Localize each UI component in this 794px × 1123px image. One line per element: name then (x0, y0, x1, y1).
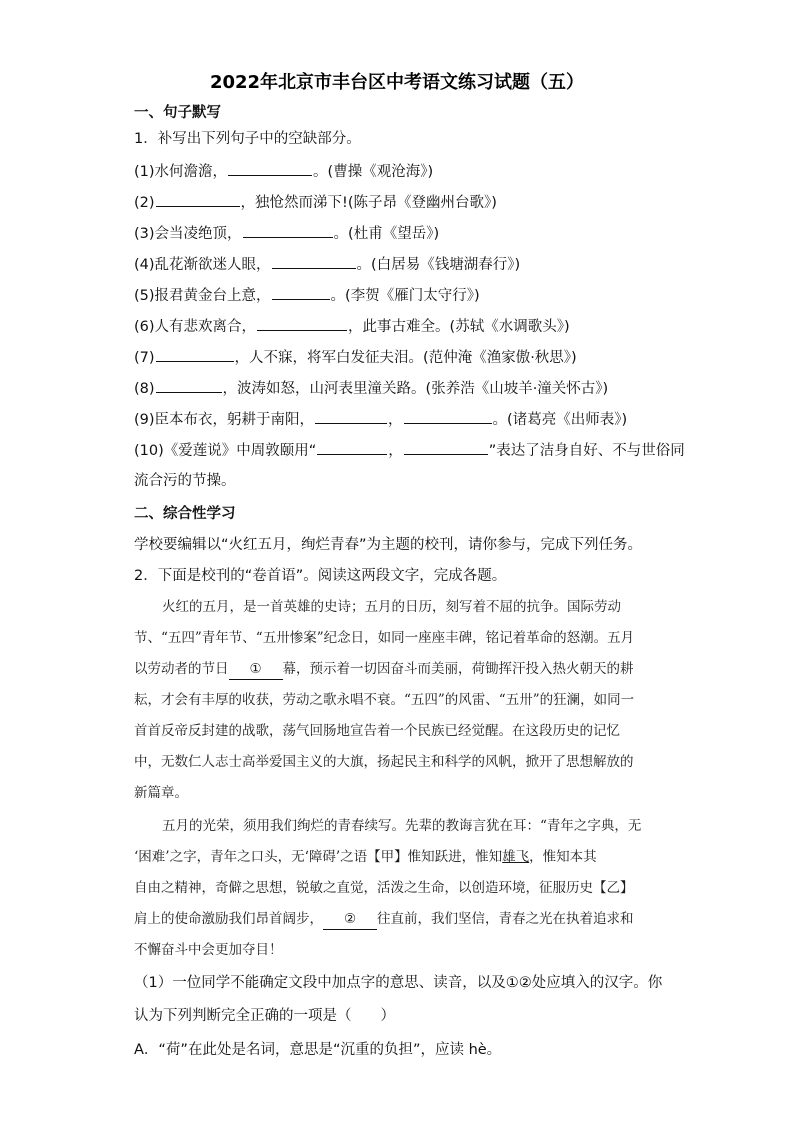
item-10-continuation: 流合污的节操。 (134, 473, 236, 489)
passage-text: ，惟知本其 (529, 849, 597, 865)
item-text: 。(曹操《观沧海》) (313, 164, 434, 180)
passage-line: 首首反帝反封建的战歌，荡气回肠地宣告着一个民族已经觉醒。在这段历史的记忆 (134, 723, 620, 739)
subquestion-1-line-1: （1）一位同学不能确定文段中加点字的意思、读音，以及①②处应填入的汉字。你 (134, 975, 663, 991)
answer-blank[interactable] (257, 316, 347, 331)
question-2-stem: 2．下面是校刊的“卷首语”。阅读这两段文字，完成各题。 (134, 568, 507, 584)
passage-line: 耘，才会有丰厚的收获，劳动之歌永唱不衰。“五四”的风雷、“五卅”的狂澜，如同一 (134, 692, 635, 708)
item-text: ”表达了洁身自好、不与世俗同 (488, 443, 685, 459)
passage-text: 以劳动者的节日 (134, 661, 229, 677)
item-text: (7) (134, 350, 155, 366)
answer-blank[interactable] (156, 347, 234, 362)
item-9 (134, 409, 627, 430)
passage-line: 五月的光荣，须用我们绚烂的青春续写。先辈的教诲言犹在耳：“青年之字典，无 (162, 818, 642, 834)
passage-text: 往直前，我们坚信，青春之光在执着追求和 (377, 911, 634, 927)
item-6 (134, 316, 570, 337)
blank-2[interactable]: ② (323, 909, 377, 930)
item-text: ，独怆然而涕下!(陈子昂《登幽州台歌》) (240, 195, 497, 211)
section-heading-2: 二、综合性学习 (134, 506, 236, 522)
task-intro: 学校要编辑以“火红五月，绚烂青春”为主题的校刊，请你参与，完成下列任务。 (134, 537, 643, 553)
item-2 (134, 192, 497, 213)
item-text: (8) (134, 381, 155, 397)
answer-blank[interactable] (315, 409, 387, 424)
page-title: 2022年北京市丰台区中考语文练习试题（五） (209, 72, 585, 93)
section-heading-1: 一、句子默写 (134, 105, 221, 121)
item-text: 。(李贺《雁门太守行》) (330, 288, 480, 304)
answer-blank[interactable] (272, 285, 330, 300)
passage-text: ‘困难’之字，青年之口头，无‘障碍’之语【甲】惟知跃进，惟知 (134, 849, 503, 865)
item-text: (6)人有悲欢离合， (134, 319, 257, 335)
item-7 (134, 347, 577, 368)
answer-blank[interactable] (156, 378, 222, 393)
passage-line: 不懈奋斗中会更加夺目！ (134, 942, 283, 958)
blank-1[interactable]: ① (229, 659, 283, 680)
item-text: 。(诸葛亮《出师表》) (492, 412, 628, 428)
passage-text: 幕，预示着一切因奋斗而美丽，荷锄挥汗投入热火朝天的耕 (282, 661, 634, 677)
option-a[interactable]: A．“荷”在此处是名词，意思是“沉重的负担”，应读 hè。 (134, 1042, 502, 1058)
answer-blank[interactable] (404, 440, 488, 455)
item-text: ，此事古难全。(苏轼《水调歌头》) (348, 319, 570, 335)
answer-blank[interactable] (317, 440, 387, 455)
item-8 (134, 378, 608, 399)
answer-blank[interactable] (272, 254, 356, 269)
passage-text: 肩上的使命激励我们昂首阔步， (134, 911, 323, 927)
item-text: ，人不寐，将军白发征夫泪。(范仲淹《渔家傲·秋思》) (234, 350, 577, 366)
item-text: (9)臣本布衣，躬耕于南阳， (134, 412, 315, 428)
passage-line (134, 847, 660, 867)
item-text: (10)《爱莲说》中周敦颐用“ (134, 443, 317, 459)
item-text: (2) (134, 195, 155, 211)
answer-blank[interactable] (156, 192, 240, 207)
passage-line: 新篇章。 (134, 785, 188, 801)
item-5 (134, 285, 480, 306)
passage-line: 中，无数仁人志士高举爱国主义的大旗，扬起民主和科学的风帆，掀开了思想解放的 (134, 754, 634, 770)
item-text: (4)乱花渐欲迷人眼， (134, 257, 271, 273)
answer-blank[interactable] (243, 223, 333, 238)
item-text: 。(白居易《钱塘湖春行》) (356, 257, 521, 273)
item-3 (134, 223, 439, 244)
item-1 (134, 161, 433, 182)
item-text: (5)报君黄金台上意， (134, 288, 271, 304)
passage-line: 自由之精神，奇僻之思想，锐敏之直觉，活泼之生命，以创造环境，征服历史【乙】 (134, 880, 634, 896)
item-text: ， (388, 443, 403, 459)
item-text: ， (388, 412, 403, 428)
question-1-stem: 1．补写出下列句子中的空缺部分。 (134, 131, 361, 147)
item-text: (1)水何澹澹， (134, 164, 228, 180)
passage-line (134, 659, 660, 680)
item-text: (3)会当凌绝顶， (134, 226, 242, 242)
passage-line (134, 909, 660, 930)
item-4 (134, 254, 520, 275)
underlined-word: 雄飞 (502, 849, 530, 865)
item-text: ，波涛如怒，山河表里潼关路。(张养浩《山坡羊·潼关怀古》) (222, 381, 609, 397)
answer-blank[interactable] (404, 409, 492, 424)
item-10 (134, 440, 685, 461)
answer-blank[interactable] (228, 161, 312, 176)
passage-line: 节、“五四”青年节、“五卅惨案”纪念日，如同一座座丰碑，铭记着革命的怒潮。五月 (134, 630, 635, 646)
subquestion-1-line-2: 认为下列判断完全正确的一项是（ ） (134, 1008, 395, 1024)
item-text: 。(杜甫《望岳》) (333, 226, 440, 242)
passage-line: 火红的五月，是一首英雄的史诗；五月的日历，刻写着不屈的抗争。国际劳动 (162, 599, 621, 615)
